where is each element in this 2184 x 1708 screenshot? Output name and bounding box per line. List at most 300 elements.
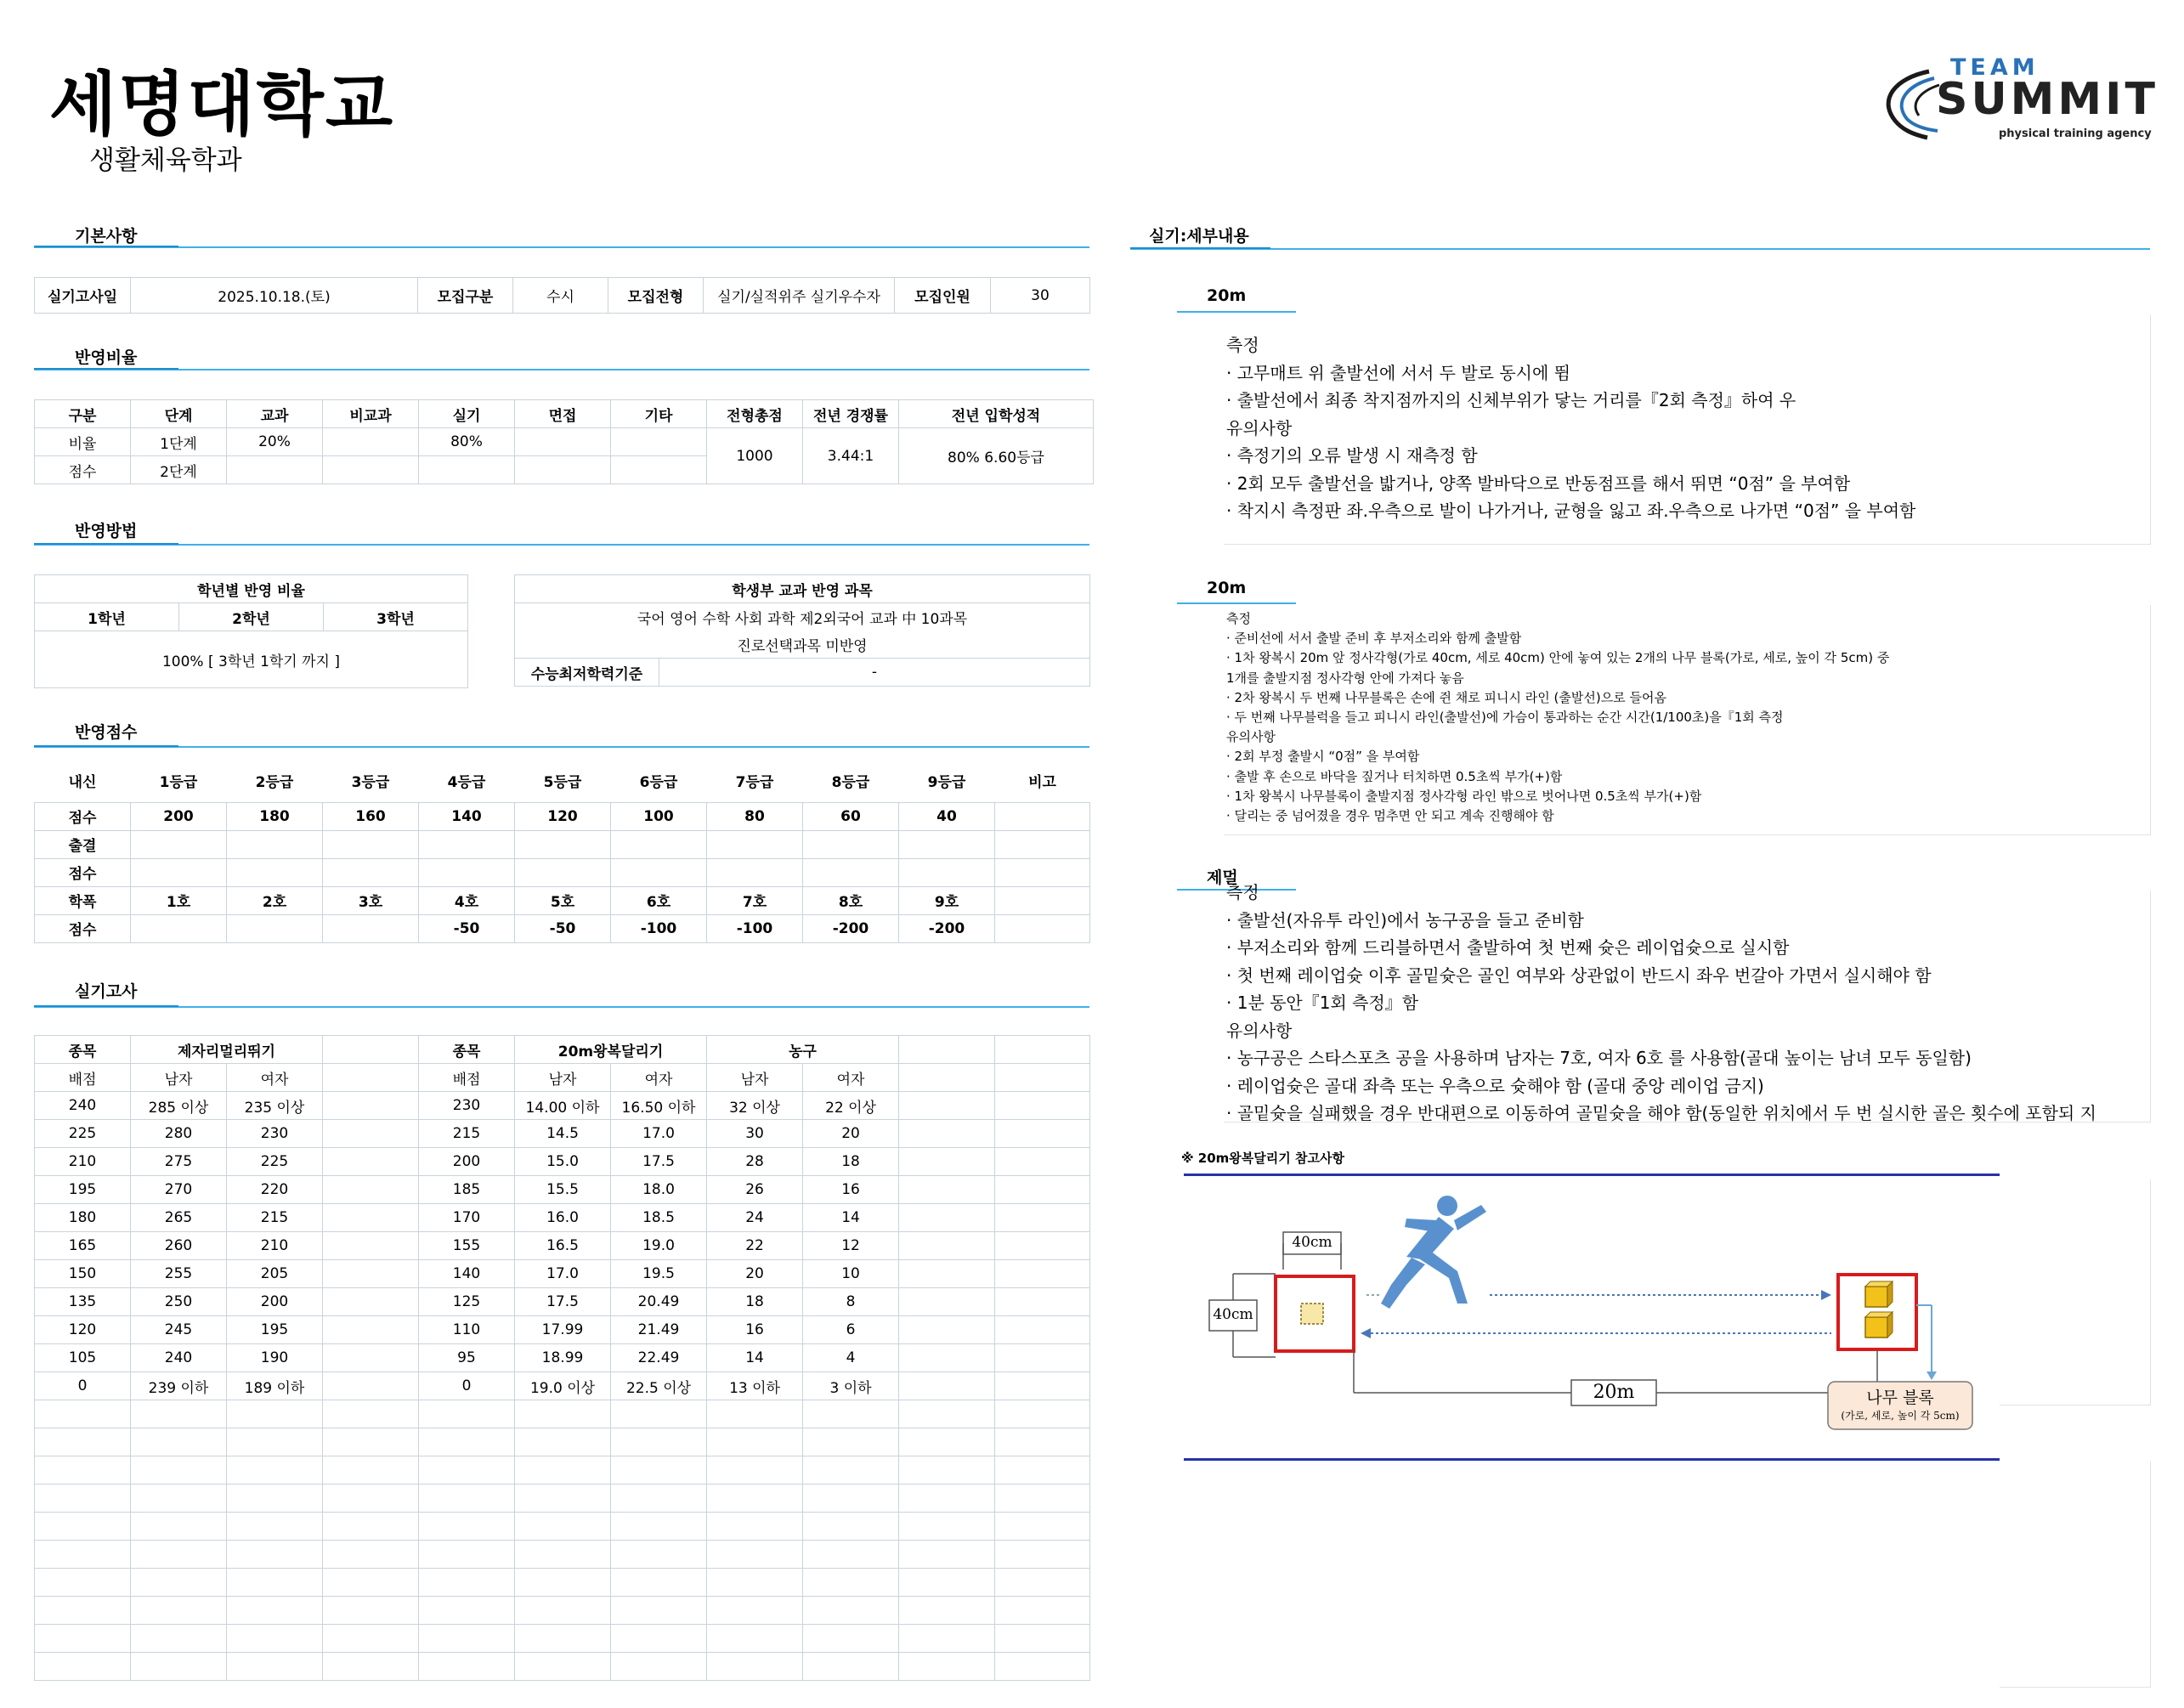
practical-empty-cell — [419, 1400, 515, 1428]
practical-empty-cell — [995, 1653, 1090, 1681]
practical-empty-cell — [611, 1400, 707, 1428]
score-cell: 8호 — [803, 886, 899, 914]
practical-cell: 14 — [707, 1344, 803, 1372]
practical-empty-cell — [35, 1456, 131, 1485]
practical-cell: 0 — [419, 1372, 515, 1400]
ratio-cell — [419, 456, 515, 484]
practical-cell: 270 — [131, 1176, 227, 1204]
practical-empty-cell — [611, 1485, 707, 1513]
score-cell: 5호 — [515, 886, 611, 914]
practical-cell — [995, 1288, 1090, 1316]
runner-icon — [1381, 1196, 1486, 1309]
practical-empty-cell — [803, 1485, 899, 1513]
practical-cell — [323, 1176, 419, 1204]
subject-title: 학생부 교과 반영 과목 — [515, 575, 1090, 603]
practical-empty-cell — [803, 1653, 899, 1681]
practical-subheader: 남자 — [707, 1064, 803, 1092]
detail-line: 측정 — [1226, 335, 1259, 355]
section-divider — [34, 746, 1089, 748]
practical-cell: 6 — [803, 1316, 899, 1344]
practical-cell: 17.99 — [515, 1316, 611, 1344]
score-cell: -50 — [515, 914, 611, 942]
practical-empty-cell — [227, 1541, 323, 1569]
section-title-details: 실기:세부내용 — [1149, 227, 1249, 246]
score-cell: 7호 — [707, 886, 803, 914]
practical-cell: 20 — [803, 1120, 899, 1148]
event-shuttle-run: 20m왕복달리기 — [515, 1036, 707, 1064]
practical-cell — [323, 1288, 419, 1316]
practical-empty-cell — [227, 1400, 323, 1428]
practical-cell: 180 — [35, 1204, 131, 1232]
score-cell: 60 — [803, 802, 899, 830]
practical-cell — [323, 1344, 419, 1372]
practical-subheader: 여자 — [803, 1064, 899, 1092]
practical-subheader — [995, 1064, 1090, 1092]
practical-cell: 120 — [35, 1316, 131, 1344]
practical-cell — [899, 1204, 995, 1232]
practical-empty-cell — [995, 1513, 1090, 1541]
practical-cell: 135 — [35, 1288, 131, 1316]
figure-bottom-rule — [1184, 1458, 2000, 1461]
practical-subheader — [323, 1064, 419, 1092]
section-title-score: 반영점수 — [75, 723, 138, 742]
grade-ratio-title: 학년별 반영 비율 — [35, 575, 468, 603]
practical-cell: 155 — [419, 1232, 515, 1260]
score-cell: -50 — [419, 914, 515, 942]
section-divider — [34, 544, 1089, 546]
practical-cell: 195 — [227, 1316, 323, 1344]
score-header: 7등급 — [735, 774, 774, 792]
practical-cell: 210 — [35, 1148, 131, 1176]
score-cell — [707, 858, 803, 886]
practical-empty-cell — [323, 1513, 419, 1541]
detail-line: · 첫 번째 레이업슛 이후 골밑슛은 골인 여부와 상관없이 반드시 좌우 번갈아 가면서 실시해야 함 — [1226, 964, 1932, 986]
section-divider-accent — [34, 368, 178, 370]
practical-empty-cell — [227, 1428, 323, 1456]
practical-cell: 19.0 이상 — [515, 1372, 611, 1400]
score-cell — [995, 830, 1090, 858]
score-header: 2등급 — [255, 774, 294, 792]
section-divider — [34, 1006, 1089, 1008]
practical-cell: 14.5 — [515, 1120, 611, 1148]
practical-cell: 24 — [707, 1204, 803, 1232]
practical-empty-cell — [131, 1456, 227, 1485]
detail-line: · 두 번째 나무블럭을 들고 피니시 라인(출발선)에 가슴이 통과하는 순간 시간(1/100초)을『1회 측정 — [1226, 710, 1784, 726]
practical-empty-cell — [35, 1625, 131, 1653]
score-header: 3등급 — [351, 774, 390, 792]
section-divider — [34, 369, 1089, 370]
detail-line: · 출발선에서 최종 착지점까지의 신체부위가 닿는 거리를『2회 측정』하여 우 — [1226, 390, 1796, 410]
practical-empty-cell — [707, 1653, 803, 1681]
practical-cell: 190 — [227, 1344, 323, 1372]
practical-cell: 22 이상 — [803, 1092, 899, 1120]
score-cell — [707, 830, 803, 858]
score-cell: 6호 — [611, 886, 707, 914]
practical-cell — [323, 1120, 419, 1148]
section-divider-accent — [34, 246, 178, 247]
practical-cell: 230 — [227, 1120, 323, 1148]
ratio-total: 1000 — [707, 428, 803, 484]
ratio-competition: 3.44:1 — [803, 428, 899, 484]
practical-cell: 16.0 — [515, 1204, 611, 1232]
practical-empty-cell — [611, 1653, 707, 1681]
ratio-header: 구분 — [35, 400, 131, 428]
practical-empty-cell — [707, 1485, 803, 1513]
practical-cell: 200 — [419, 1148, 515, 1176]
practical-empty-cell — [995, 1569, 1090, 1597]
practical-empty-cell — [227, 1653, 323, 1681]
ratio-cell — [515, 428, 611, 456]
score-cell: 40 — [899, 802, 995, 830]
ratio-cell — [515, 456, 611, 484]
ratio-cell — [323, 428, 419, 456]
practical-cell: 240 — [131, 1344, 227, 1372]
practical-cell: 250 — [131, 1288, 227, 1316]
score-row-label: 점수 — [35, 858, 131, 886]
practical-blank — [323, 1036, 419, 1064]
score-cell — [515, 858, 611, 886]
practical-subheader: 남자 — [131, 1064, 227, 1092]
practical-cell — [323, 1316, 419, 1344]
practical-empty-cell — [611, 1513, 707, 1541]
practical-empty-cell — [227, 1625, 323, 1653]
logo-team-text: TEAM — [1950, 54, 2040, 81]
score-header: 6등급 — [639, 774, 678, 792]
practical-empty-cell — [419, 1485, 515, 1513]
practical-empty-cell — [131, 1485, 227, 1513]
practical-empty-cell — [611, 1456, 707, 1485]
score-cell: 100 — [611, 802, 707, 830]
detail-label-3: 제멀 — [1207, 868, 1238, 887]
practical-cell — [995, 1092, 1090, 1120]
practical-cell: 18.5 — [611, 1204, 707, 1232]
practical-empty-cell — [611, 1625, 707, 1653]
practical-empty-cell — [611, 1428, 707, 1456]
practical-cell: 239 이하 — [131, 1372, 227, 1400]
practical-cell: 17.5 — [611, 1148, 707, 1176]
basic-info-table — [34, 277, 1090, 314]
practical-cell: 18.0 — [611, 1176, 707, 1204]
practical-cell: 105 — [35, 1344, 131, 1372]
practical-cell — [323, 1204, 419, 1232]
score-cell — [131, 858, 227, 886]
score-cell — [227, 830, 323, 858]
label-admission-type: 모집전형 — [608, 278, 704, 314]
grade-ratio-value: 100% [ 3학년 1학기 까지 ] — [35, 631, 468, 688]
score-cell — [995, 886, 1090, 914]
practical-cell: 0 — [35, 1372, 131, 1400]
practical-cell: 17.0 — [515, 1260, 611, 1288]
score-cell — [803, 858, 899, 886]
practical-cell: 225 — [227, 1148, 323, 1176]
label-exam-date: 실기고사일 — [35, 278, 131, 314]
practical-empty-cell — [803, 1513, 899, 1541]
practical-cell: 22 — [707, 1232, 803, 1260]
practical-empty-cell — [323, 1625, 419, 1653]
practical-blank — [995, 1036, 1090, 1064]
practical-cell: 13 이하 — [707, 1372, 803, 1400]
practical-empty-cell — [227, 1569, 323, 1597]
score-cell — [995, 802, 1090, 830]
practical-empty-cell — [707, 1625, 803, 1653]
practical-cell — [899, 1344, 995, 1372]
practical-cell: 95 — [419, 1344, 515, 1372]
practical-cell: 18 — [707, 1288, 803, 1316]
practical-empty-cell — [323, 1428, 419, 1456]
practical-cell — [995, 1344, 1090, 1372]
practical-empty-cell — [323, 1653, 419, 1681]
score-cell — [419, 858, 515, 886]
practical-cell: 10 — [803, 1260, 899, 1288]
practical-empty-cell — [899, 1400, 995, 1428]
practical-cell — [323, 1372, 419, 1400]
practical-empty-cell — [515, 1485, 611, 1513]
practical-empty-cell — [899, 1513, 995, 1541]
detail-line: · 출발 후 손으로 바닥을 짚거나 터치하면 0.5초씩 부가(+)함 — [1226, 768, 1563, 784]
practical-empty-cell — [131, 1541, 227, 1569]
section-divider-accent — [34, 1005, 178, 1007]
practical-empty-cell — [419, 1569, 515, 1597]
practical-cell: 110 — [419, 1316, 515, 1344]
practical-cell: 16.5 — [515, 1232, 611, 1260]
detail-line: 1개를 출발지점 정사각형 안에 가져다 놓음 — [1226, 670, 1464, 686]
practical-empty-cell — [419, 1625, 515, 1653]
score-row-label: 점수 — [35, 802, 131, 830]
practical-empty-cell — [995, 1428, 1090, 1456]
practical-empty-cell — [899, 1456, 995, 1485]
practical-empty-cell — [131, 1513, 227, 1541]
practical-cell: 18.99 — [515, 1344, 611, 1372]
ratio-cell: 비율 — [35, 428, 131, 456]
detail-label-underline — [1177, 311, 1296, 313]
practical-cell: 185 — [419, 1176, 515, 1204]
practical-cell: 21.49 — [611, 1316, 707, 1344]
detail-line: · 2차 왕복시 두 번째 나무블록은 손에 쥔 채로 피니시 라인 (출발선)으로 들어옴 — [1226, 689, 1666, 705]
ratio-header: 전형총점 — [707, 400, 803, 428]
practical-empty-cell — [35, 1400, 131, 1428]
score-cell — [995, 914, 1090, 942]
label-40cm-left: 40cm — [1213, 1306, 1253, 1323]
practical-empty-cell — [515, 1428, 611, 1456]
ratio-header: 전년 경쟁률 — [803, 400, 899, 428]
practical-empty-cell — [707, 1597, 803, 1625]
score-cell: 2호 — [227, 886, 323, 914]
detail-text-1 — [1226, 331, 1915, 525]
subject-table — [514, 574, 1090, 687]
practical-cell: 28 — [707, 1148, 803, 1176]
practical-empty-cell — [131, 1400, 227, 1428]
score-cell — [611, 830, 707, 858]
score-cell: -200 — [899, 914, 995, 942]
score-cell: -100 — [707, 914, 803, 942]
practical-subheader: 여자 — [227, 1064, 323, 1092]
detail-line: · 부저소리와 함께 드리블하면서 출발하여 첫 번째 슛은 레이업슛으로 실시함 — [1226, 937, 1790, 958]
practical-cell: 14 — [803, 1204, 899, 1232]
ratio-header: 교과 — [227, 400, 323, 428]
score-header: 비고 — [1028, 774, 1056, 792]
practical-empty-cell — [419, 1597, 515, 1625]
practical-empty-cell — [515, 1625, 611, 1653]
practical-cell: 215 — [419, 1120, 515, 1148]
score-cell: 1호 — [131, 886, 227, 914]
practical-empty-cell — [899, 1428, 995, 1456]
practical-cell — [995, 1232, 1090, 1260]
ratio-admission-score: 80% 6.60등급 — [899, 428, 1094, 484]
score-cell — [131, 914, 227, 942]
wood-block-icon — [1865, 1281, 1893, 1338]
practical-cell: 150 — [35, 1260, 131, 1288]
section-divider-accent — [1130, 247, 1270, 249]
detail-line: 유의사항 — [1226, 417, 1293, 438]
team-summit-logo — [1878, 53, 2171, 146]
practical-empty-cell — [131, 1653, 227, 1681]
practical-empty-cell — [35, 1428, 131, 1456]
practical-cell: 189 이하 — [227, 1372, 323, 1400]
logo-tagline: physical training agency — [1999, 127, 2152, 140]
practical-cell: 245 — [131, 1316, 227, 1344]
score-header: 8등급 — [831, 774, 870, 792]
practical-cell: 15.5 — [515, 1176, 611, 1204]
practical-cell: 8 — [803, 1288, 899, 1316]
score-cell: 200 — [131, 802, 227, 830]
practical-cell: 18 — [803, 1148, 899, 1176]
csat-label: 수능최저학력기준 — [515, 659, 659, 687]
practical-empty-cell — [515, 1513, 611, 1541]
practical-cell: 12 — [803, 1232, 899, 1260]
practical-cell: 15.0 — [515, 1148, 611, 1176]
ratio-cell — [611, 428, 707, 456]
practical-subheader — [899, 1064, 995, 1092]
score-cell: 160 — [323, 802, 419, 830]
label-40cm-top: 40cm — [1292, 1234, 1332, 1251]
detail-line: · 착지시 측정판 좌.우측으로 발이 나가거나, 균형을 잃고 좌.우측으로 나가면 “0점” 을 부여함 — [1226, 501, 1916, 521]
section-title-basic: 기본사항 — [75, 227, 138, 246]
practical-cell: 235 이상 — [227, 1092, 323, 1120]
practical-subheader: 남자 — [515, 1064, 611, 1092]
practical-cell: 205 — [227, 1260, 323, 1288]
detail-line: · 농구공은 스타스포츠 공을 사용하며 남자는 7호, 여자 6호 를 사용함(골대 높이는 남녀 모두 동일함) — [1226, 1048, 1972, 1068]
practical-empty-cell — [707, 1513, 803, 1541]
practical-empty-cell — [515, 1400, 611, 1428]
block-label-sub: (가로, 세로, 높이 각 5cm) — [1841, 1410, 1960, 1422]
practical-cell: 275 — [131, 1148, 227, 1176]
score-header: 5등급 — [543, 774, 582, 792]
section-title-practical: 실기고사 — [75, 982, 138, 1001]
practical-empty-cell — [707, 1428, 803, 1456]
score-cell: 3호 — [323, 886, 419, 914]
practical-empty-cell — [995, 1625, 1090, 1653]
practical-cell: 285 이상 — [131, 1092, 227, 1120]
practical-cell — [995, 1148, 1090, 1176]
subject-line2: 진로선택과목 미반영 — [515, 631, 1090, 659]
detail-line: · 달리는 중 넘어졌을 경우 멈추면 안 되고 계속 진행해야 함 — [1226, 808, 1554, 824]
practical-cell: 17.5 — [515, 1288, 611, 1316]
practical-empty-cell — [323, 1400, 419, 1428]
score-cell — [515, 830, 611, 858]
practical-cell: 220 — [227, 1176, 323, 1204]
practical-cell — [995, 1120, 1090, 1148]
detail-line: 측정 — [1226, 884, 1259, 902]
detail-text-3-clip — [1226, 884, 2149, 1122]
practical-empty-cell — [611, 1541, 707, 1569]
detail-line: · 1분 동안『1회 측정』함 — [1226, 993, 1419, 1013]
practical-cell: 240 — [35, 1092, 131, 1120]
score-cell: 80 — [707, 802, 803, 830]
event-basketball: 농구 — [707, 1036, 899, 1064]
practical-event-label: 종목 — [419, 1036, 515, 1064]
practical-cell: 16 — [707, 1316, 803, 1344]
practical-cell: 17.0 — [611, 1120, 707, 1148]
section-divider — [1130, 248, 2150, 250]
practical-empty-cell — [419, 1653, 515, 1681]
score-cell — [611, 858, 707, 886]
practical-empty-cell — [323, 1569, 419, 1597]
practical-empty-cell — [131, 1597, 227, 1625]
practical-empty-cell — [515, 1653, 611, 1681]
practical-cell: 170 — [419, 1204, 515, 1232]
practical-empty-cell — [323, 1597, 419, 1625]
practical-cell: 200 — [227, 1288, 323, 1316]
practical-empty-cell — [35, 1541, 131, 1569]
practical-empty-cell — [899, 1625, 995, 1653]
practical-table — [34, 1035, 1090, 1681]
start-block-outline — [1301, 1304, 1323, 1324]
practical-empty-cell — [131, 1569, 227, 1597]
ratio-cell: 20% — [227, 428, 323, 456]
practical-empty-cell — [227, 1456, 323, 1485]
section-divider-accent — [34, 543, 178, 545]
practical-cell — [323, 1092, 419, 1120]
score-cell — [323, 858, 419, 886]
label-recruit-type: 모집구분 — [418, 278, 513, 314]
section-divider — [34, 246, 1089, 248]
practical-empty-cell — [419, 1541, 515, 1569]
practical-subheader: 배점 — [35, 1064, 131, 1092]
score-cell: 120 — [515, 802, 611, 830]
practical-cell — [995, 1260, 1090, 1288]
practical-cell: 3 이하 — [803, 1372, 899, 1400]
practical-empty-cell — [323, 1541, 419, 1569]
practical-cell: 265 — [131, 1204, 227, 1232]
ratio-table — [34, 399, 1094, 484]
ratio-header: 기타 — [611, 400, 707, 428]
practical-empty-cell — [35, 1653, 131, 1681]
detail-text-3 — [1226, 884, 2096, 1122]
practical-empty-cell — [899, 1485, 995, 1513]
detail-line: 유의사항 — [1226, 1020, 1293, 1041]
score-header: 1등급 — [159, 774, 198, 792]
practical-empty-cell — [515, 1456, 611, 1485]
score-cell — [323, 830, 419, 858]
practical-empty-cell — [419, 1456, 515, 1485]
score-row-label: 출결 — [35, 830, 131, 858]
practical-subheader: 여자 — [611, 1064, 707, 1092]
practical-empty-cell — [227, 1513, 323, 1541]
practical-cell: 20.49 — [611, 1288, 707, 1316]
detail-line: · 1차 왕복시 나무블록이 출발지점 정사각형 라인 밖으로 벗어나면 0.5초씩 부가(+)함 — [1226, 788, 1702, 804]
practical-empty-cell — [803, 1569, 899, 1597]
detail-line: · 고무매트 위 출발선에 서서 두 발로 동시에 뜀 — [1226, 362, 1570, 383]
practical-empty-cell — [899, 1569, 995, 1597]
practical-cell: 22.5 이상 — [611, 1372, 707, 1400]
practical-cell: 215 — [227, 1204, 323, 1232]
practical-empty-cell — [323, 1485, 419, 1513]
detail-label-underline — [1177, 602, 1296, 604]
practical-cell — [323, 1260, 419, 1288]
practical-cell: 30 — [707, 1120, 803, 1148]
practical-cell — [899, 1288, 995, 1316]
practical-empty-cell — [707, 1541, 803, 1569]
